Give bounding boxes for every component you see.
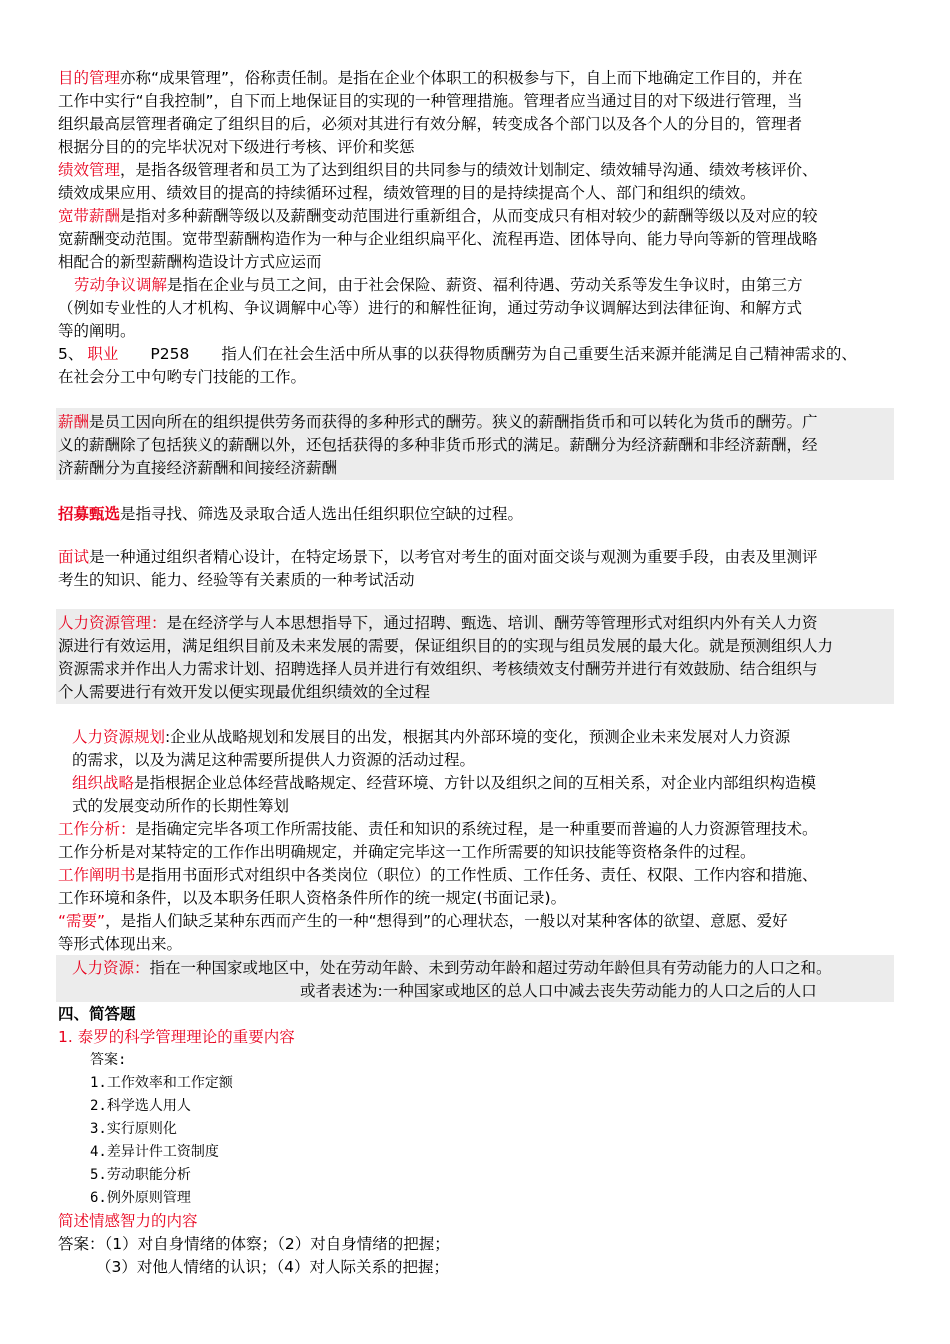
hrp-line-2: 的需求，以及为满足这种需要所提供人力资源的活动过程。	[72, 751, 476, 769]
jobanalysis-line-2: 工作分析是对某特定的工作作出明确规定，并确定完毕这一工作所需要的知识技能等资格条件的过程。	[58, 843, 756, 861]
interview-line-1: 面试是一种通过组织者精心设计，在特定场景下，以考官对考生的面对面交谈与观测为重要手段，由表及里测评	[58, 548, 818, 566]
mbo-line-3: 组织最高层管理者确定了组织目的后，必须对其进行有效分解，转变成各个部门以及各个人的分目的，管理者	[58, 115, 803, 133]
broadband-line-2: 宽薪酬变动范围。宽带型薪酬构造作为一种与企业组织扁平化、流程再造、团体导向、能力导向等新的管理战略	[58, 230, 818, 248]
jobdesc-line-1: 工作阐明书是指用书面形式对组织中各类岗位（职位）的工作性质、工作任务、责任、权限、工作内容和措施、	[58, 866, 818, 884]
answer-2-line-1: 答案：（1）对自身情绪的体察；（2）对自身情绪的把握；	[58, 1235, 450, 1253]
hr-line-2: 或者表述为:一种国家或地区的总人口中减去丧失劳动能力的人口之后的人口	[300, 982, 817, 1000]
term-salary: 薪酬	[58, 413, 90, 431]
hrm-line-4: 个人需要进行有效开发以便实现最优组织绩效的全过程	[58, 683, 431, 701]
question-2: 简述情感智力的内容	[58, 1212, 198, 1230]
question-1: 1. 泰罗的科学管理理论的重要内容	[58, 1028, 295, 1046]
term-mbo: 目的管理	[58, 69, 121, 87]
section-title: 四、简答题	[58, 1005, 136, 1023]
term-recruit: 招募甄选	[58, 505, 121, 523]
need-line-2: 等形式体现出来。	[58, 935, 183, 953]
answer-item-5: 5.劳动职能分析	[90, 1167, 191, 1183]
mbo-line-4: 根据分目的的完毕状况对下级进行考核、评价和奖惩	[58, 138, 415, 156]
salary-line-3: 济薪酬分为直接经济薪酬和间接经济薪酬	[58, 459, 338, 477]
hrm-line-3: 资源需求并作出人力需求计划、招聘选择人员并进行有效组织、考核绩效支付酬劳并进行有效鼓励、结合组织与	[58, 660, 818, 678]
term-broadband: 宽带薪酬	[58, 207, 121, 225]
strategy-line-2: 式的发展变动所作的长期性筹划	[72, 797, 290, 815]
mbo-line-1: 目的管理亦称“成果管理”，俗称责任制。是指在企业个体职工的积极参与下，自上而下地确定工作目的，并在	[58, 69, 803, 87]
answer-item-6: 6.例外原则管理	[90, 1190, 191, 1206]
mbo-line-2: 工作中实行“自我控制”，自下而上地保证目的实现的一种管理措施。管理者应当通过目的对下级进行管理，当	[58, 92, 803, 110]
term-need: “需要”	[58, 912, 106, 930]
broadband-line-1: 宽带薪酬是指对多种薪酬等级以及薪酬变动范围进行重新组合，从而变成只有相对较少的薪酬等级以及对应的较	[58, 207, 818, 225]
hrp-line-1: 人力资源规划:企业从战略规划和发展目的出发，根据其内外部环境的变化，预测企业未来发展对人力资源	[72, 728, 791, 746]
salary-line-1: 薪酬是员工因向所在的组织提供劳务而获得的多种形式的酬劳。狭义的薪酬指货币和可以转化为货币的酬劳。广	[58, 413, 818, 431]
term-performance: 绩效管理	[58, 161, 121, 179]
dispute-line-2: （例如专业性的人才机构、争议调解中心等）进行的和解性征询，通过劳动争议调解达到法律征询、和解方式	[58, 299, 803, 317]
term-hrp: 人力资源规划	[72, 728, 166, 746]
salary-line-2: 义的薪酬除了包括狭义的薪酬以外，还包括获得的多种非货币形式的满足。薪酬分为经济薪酬和非经济薪酬，经	[58, 436, 818, 454]
interview-line-2: 考生的知识、能力、经验等有关素质的一种考试活动	[58, 571, 415, 589]
term-dispute: 劳动争议调解	[74, 276, 168, 294]
term-jobanalysis: 工作分析：	[58, 820, 136, 838]
answer-item-1: 1.工作效率和工作定额	[90, 1075, 233, 1091]
answer-item-4: 4.差异计件工资制度	[90, 1144, 219, 1160]
dispute-line-1: 劳动争议调解是指在企业与员工之间，由于社会保险、薪资、福利待遇、劳动关系等发生争议时，由第三方	[74, 276, 803, 294]
term-strategy: 组织战略	[72, 774, 135, 792]
term-hr: 人力资源：	[72, 959, 150, 977]
performance-line-2: 绩效成果应用、绩效目的提高的持续循环过程，绩效管理的目的是持续提高个人、部门和组织的绩效。	[58, 184, 756, 202]
answer-item-2: 2.科学选人用人	[90, 1098, 191, 1114]
strategy-line-1: 组织战略是指根据企业总体经营战略规定、经营环境、方针以及组织之间的互相关系，对企业内部组织构造模	[72, 774, 817, 792]
answer-label: 答案:	[90, 1052, 127, 1068]
jobdesc-line-2: 工作环境和条件，以及本职务任职人资格条件所作的统一规定(书面记录)。	[58, 889, 567, 907]
jobanalysis-line-1: 工作分析：是指确定完毕各项工作所需技能、责任和知识的系统过程，是一种重要而普遍的人力资源管理技术。	[58, 820, 818, 838]
dispute-line-3: 等的阐明。	[58, 322, 136, 340]
term-interview: 面试	[58, 548, 90, 566]
performance-line-1: 绩效管理，是指各级管理者和员工为了达到组织目的共同参与的绩效计划制定、绩效辅导沟通、绩效考核评价、	[58, 161, 818, 179]
hr-line-1: 人力资源：指在一种国家或地区中，处在劳动年龄、未到劳动年龄和超过劳动年龄但具有劳动能力的人口之和。	[72, 959, 832, 977]
answer-2-line-2: （3）对他人情绪的认识；（4）对人际关系的把握；	[96, 1258, 449, 1276]
need-line-1: “需要”，是指人们缺乏某种东西而产生的一种“想得到”的心理状态，一般以对某种客体的欲望、意愿、爱好	[58, 912, 788, 930]
hrm-line-2: 源进行有效运用，满足组织目前及未来发展的需要，保证组织目的的实现与组员发展的最大化。就是预测组织人力	[58, 637, 834, 655]
term-hrm: 人力资源管理：	[58, 614, 167, 632]
term-jobdesc: 工作阐明书	[58, 866, 136, 884]
answer-item-3: 3.实行原则化	[90, 1121, 177, 1137]
occupation-line-2: 在社会分工中句哟专门技能的工作。	[58, 368, 307, 386]
hrm-line-1: 人力资源管理：是在经济学与人本思想指导下，通过招聘、甄选、培训、酬劳等管理形式对组织内外有关人力资	[58, 614, 818, 632]
recruit-line-1: 招募甄选是指寻找、筛选及录取合适人选出任组织职位空缺的过程。	[58, 505, 524, 523]
broadband-line-3: 相配合的新型薪酬构造设计方式应运而	[58, 253, 322, 271]
occupation-line-1: 5、 职业 P258 指人们在社会生活中所从事的以获得物质酬劳为自己重要生活来源并能满足自己精神需求的、	[58, 345, 857, 363]
term-occupation: 职业	[87, 345, 119, 363]
